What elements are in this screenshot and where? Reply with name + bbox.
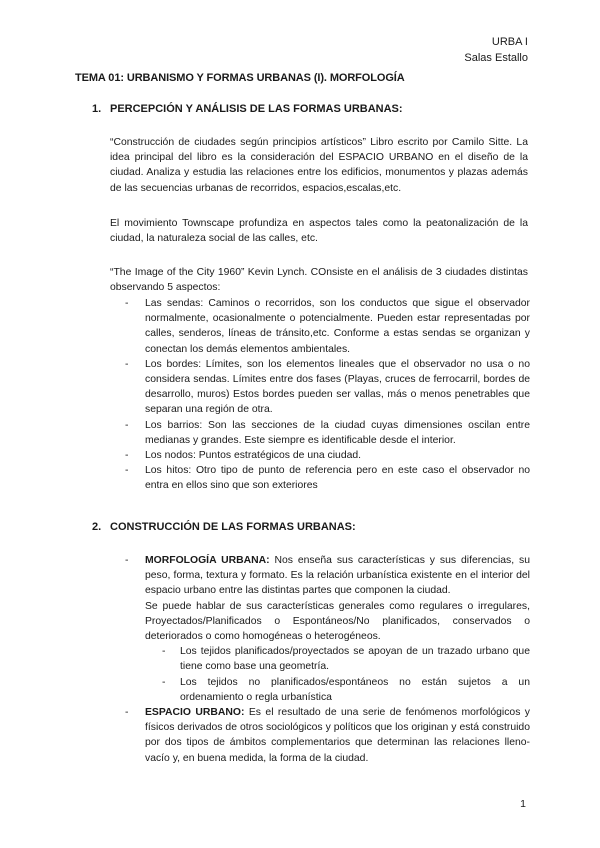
- list-item: - Los hitos: Otro tipo de punto de referencia pero en este caso el observador no entra en ellos sino que son exteriores: [125, 465, 530, 492]
- morfologia-label: MORFOLOGÍA URBANA:: [145, 555, 270, 566]
- morfologia-text: Nos enseña sus características y sus diferencias, su peso, forma, textura y formato. Es la relación urbanística existente en el interior del espacio urbano entre las distintas partes que componen la ciudad.: [145, 555, 530, 597]
- section2-number: 2.: [92, 521, 102, 533]
- section1-title: PERCEPCIÓN Y ANÁLISIS DE LAS FORMAS URBANAS:: [110, 103, 403, 115]
- list-dash: -: [162, 646, 166, 658]
- header-course: URBA I: [491, 36, 528, 48]
- list-item-espacio: [110, 705, 530, 766]
- tejidos-sublist: [145, 644, 530, 705]
- document-title: TEMA 01: URBANISMO Y FORMAS URBANAS (I). MORFOLOGÍA: [75, 72, 405, 84]
- section1-number: 1.: [92, 103, 102, 115]
- section2-heading: [92, 521, 356, 533]
- page-number: 1: [520, 798, 526, 810]
- section1-paragraph-2: El movimiento Townscape profundiza en aspectos tales como la peatonalización de la ciudad, la naturaleza social de las calles, etc.: [110, 218, 528, 245]
- section1-heading: [92, 103, 403, 115]
- sublist-item: - Los tejidos planificados/proyectados se apoyan de un trazado urbano que tiene como base una geometría.: [162, 646, 530, 673]
- espacio-label: ESPACIO URBANO:: [145, 707, 245, 719]
- list-dash: -: [125, 707, 129, 719]
- list-dash: -: [125, 358, 129, 370]
- lynch-aspects-list: [110, 296, 530, 494]
- list-dash: -: [125, 465, 129, 477]
- list-item: - Los nodos: Puntos estratégicos de una ciudad.: [110, 448, 530, 463]
- construction-list: [110, 553, 530, 766]
- list-dash: -: [125, 298, 129, 309]
- morfologia-text-2: Se puede hablar de sus características generales como regulares o irregulares, Proyectados/Planificados o Espontáneos/No planificados, conservados o deteriorados o como homogéneas o heterogéneos.: [145, 600, 530, 643]
- list-item: - Los barrios: Son las secciones de la ciudad cuyas dimensiones oscilan entre medianas y grandes. Este siempre es identificable desde el interior.: [125, 419, 530, 446]
- list-item: - Las sendas: Caminos o recorridos, son los conductos que sigue el observador normalmente, ocasionalmente o potencialmente. Pueden estar representadas por calles, senderos, líneas de tránsito,etc. Conforme a estas sendas se organizan y conectan los demás elementos ambientales.: [125, 298, 530, 355]
- list-dash: -: [125, 555, 129, 566]
- header-author: Salas Estallo: [464, 52, 528, 64]
- espacio-text: Es el resultado de una serie de fenómenos morfológicos y físicos derivados de otros sociológicos y políticos que los originan y está construido por dos tipos de ámbitos complementarios que determinan las relaciones lleno-vacío y, en buena medida, la forma de la ciudad.: [145, 707, 530, 764]
- page-header: [464, 34, 528, 66]
- list-item: - Los bordes: Límites, son los elementos lineales que el observador no usa o no considera sendas. Límites entre dos fases (Playas, cruces de ferrocarril, bordes de desarrollo, muros) Estos bordes pueden ser vallas, más o menos penetrables que separan una región de otra.: [125, 358, 530, 416]
- section2-title: CONSTRUCCIÓN DE LAS FORMAS URBANAS:: [110, 521, 356, 533]
- list-dash: -: [125, 450, 129, 462]
- list-dash: -: [125, 419, 129, 431]
- sublist-item: - Los tejidos no planificados/espontáneos no están sujetos a un ordenamiento o regla urbanística: [162, 676, 530, 703]
- section1-paragraph-1: “Construcción de ciudades según principios artísticos” Libro escrito por Camilo Sitte. La idea principal del libro es la consideración del ESPACIO URBANO en el diseño de la ciudad. Analiza y estudia las relaciones entre los edificios, monumentos y plazas además de las secuencias urbanas de recorridos, espacios,escalas,etc.: [110, 137, 528, 194]
- section1-paragraph-3: “The Image of the City 1960” Kevin Lynch. COnsiste en el análisis de 3 ciudades distintas observando 5 aspectos:: [110, 267, 528, 294]
- list-dash: -: [162, 676, 166, 688]
- list-item-morfologia: [110, 553, 530, 705]
